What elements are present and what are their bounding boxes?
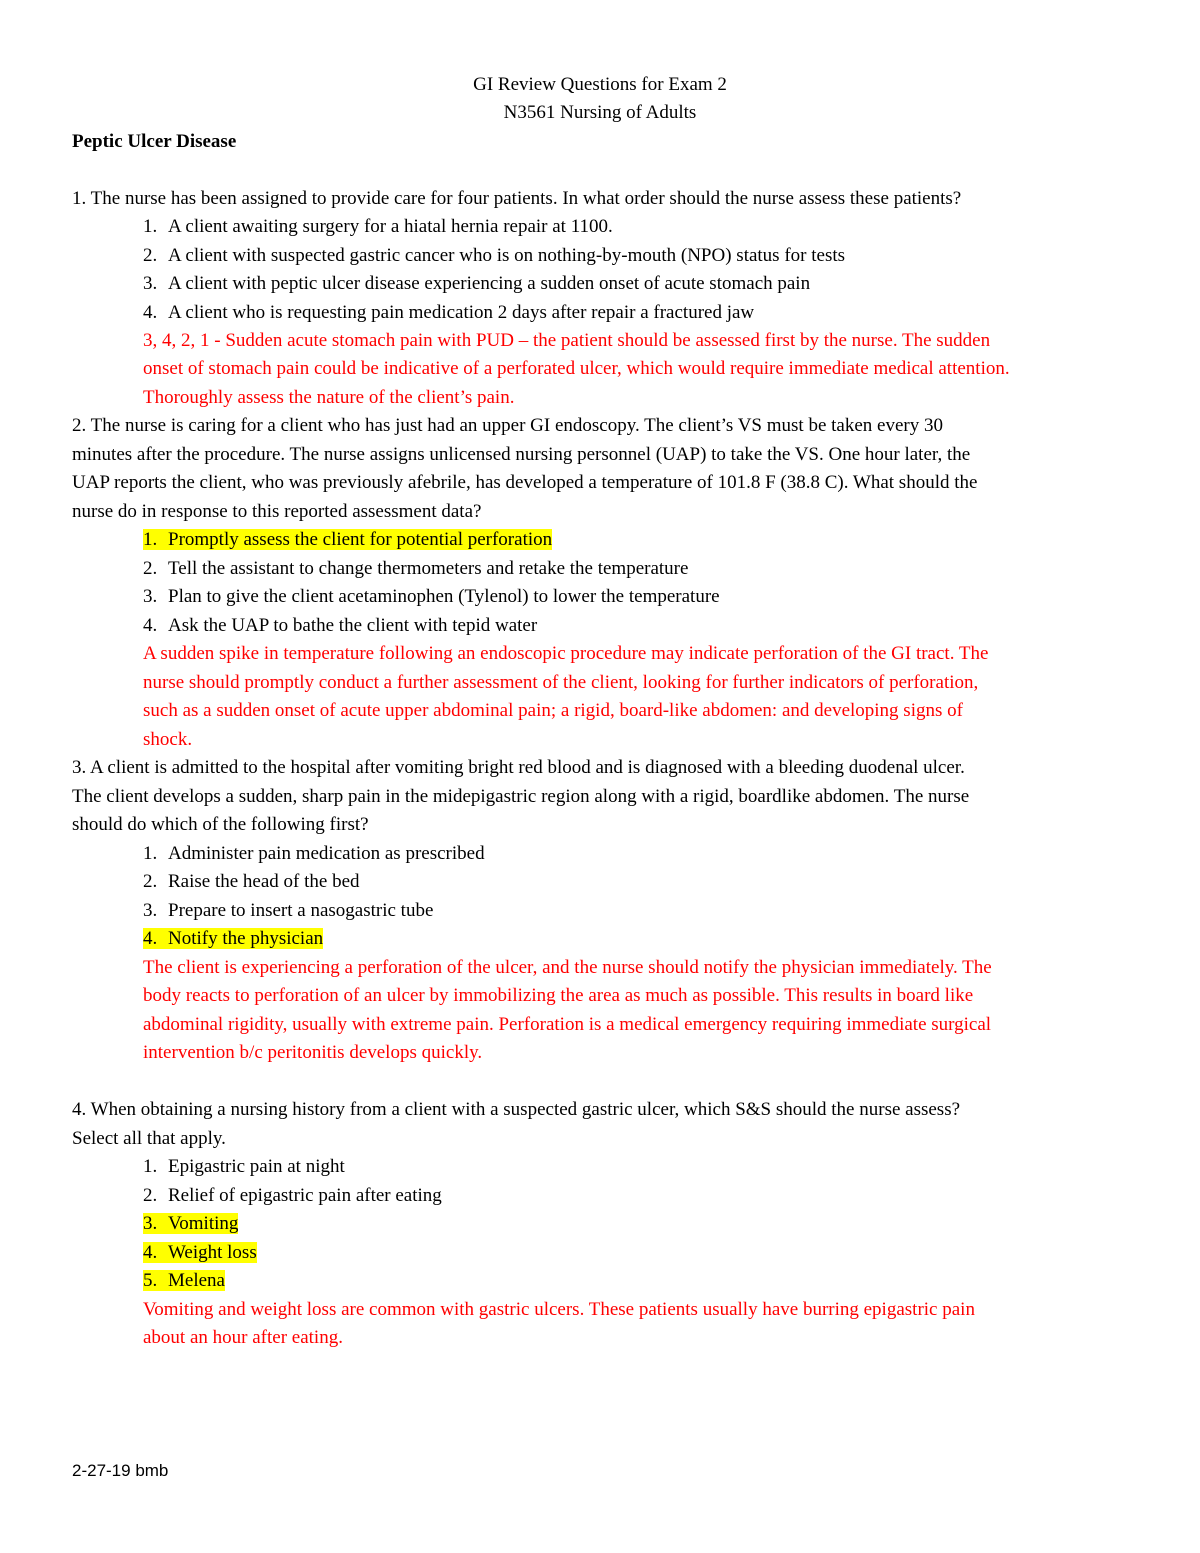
q3-answer-line: intervention b/c peritonitis develops quickly. — [143, 1042, 483, 1063]
q4-option-5-correct: 5. Melena — [143, 1270, 225, 1291]
q2-option-3: 3. Plan to give the client acetaminophen (Tylenol) to lower the temperature — [143, 586, 720, 607]
q1-option-4: 4. A client who is requesting pain medication 2 days after repair a fractured jaw — [143, 302, 755, 323]
q2-answer-line: such as a sudden onset of acute upper abdominal pain; a rigid, board-like abdomen: and developing signs of — [143, 700, 963, 721]
page-footer: 2-27-19 bmb — [72, 1461, 169, 1480]
q2-option-2: 2. Tell the assistant to change thermometers and retake the temperature — [143, 558, 689, 579]
question-4-stem: Select all that apply. — [72, 1128, 226, 1149]
question-1-stem: 1. The nurse has been assigned to provide care for four patients. In what order should the nurse assess these patients? — [72, 188, 962, 209]
q4-option-2: 2. Relief of epigastric pain after eating — [143, 1185, 442, 1206]
q2-option-1-correct: 1. Promptly assess the client for potential perforation — [143, 529, 553, 550]
question-2-stem: minutes after the procedure. The nurse assigns unlicensed nursing personnel (UAP) to take the VS. One hour later, the — [72, 444, 971, 465]
q3-option-1: 1. Administer pain medication as prescribed — [143, 843, 485, 864]
q2-answer-line: A sudden spike in temperature following an endoscopic procedure may indicate perforation of the GI tract. The — [143, 643, 989, 664]
q4-option-1: 1. Epigastric pain at night — [143, 1156, 345, 1177]
q1-option-3: 3. A client with peptic ulcer disease experiencing a sudden onset of acute stomach pain — [143, 273, 811, 294]
q4-option-4-correct: 4. Weight loss — [143, 1242, 257, 1263]
q3-answer-line: The client is experiencing a perforation of the ulcer, and the nurse should notify the physician immediately. The — [143, 957, 992, 978]
q4-answer-line: Vomiting and weight loss are common with gastric ulcers. These patients usually have burring epigastric pain — [143, 1299, 975, 1320]
document-title: GI Review Questions for Exam 2 — [473, 74, 727, 95]
question-4-stem: 4. When obtaining a nursing history from a client with a suspected gastric ulcer, which S&S should the nurse assess? — [72, 1099, 961, 1120]
q1-option-1: 1. A client awaiting surgery for a hiatal hernia repair at 1100. — [143, 216, 613, 237]
q3-option-2: 2. Raise the head of the bed — [143, 871, 360, 892]
question-3-stem: 3. A client is admitted to the hospital after vomiting bright red blood and is diagnosed with a bleeding duodenal ulcer. — [72, 757, 965, 778]
q3-option-4-correct: 4. Notify the physician — [143, 928, 324, 949]
question-3-stem: should do which of the following first? — [72, 814, 369, 835]
q2-answer-line: shock. — [143, 729, 193, 750]
q1-answer-line: 3, 4, 2, 1 - Sudden acute stomach pain with PUD – the patient should be assessed first by the nurse. The sudden — [143, 330, 991, 351]
question-2-stem: nurse do in response to this reported assessment data? — [72, 501, 482, 522]
question-3-stem: The client develops a sudden, sharp pain in the midepigastric region along with a rigid, boardlike abdomen. The nurse — [72, 786, 970, 807]
question-2-stem: 2. The nurse is caring for a client who has just had an upper GI endoscopy. The client’s VS must be taken every 30 — [72, 415, 943, 436]
q3-answer-line: body reacts to perforation of an ulcer by immobilizing the area as much as possible. This results in board like — [143, 985, 974, 1006]
q1-answer-line: onset of stomach pain could be indicative of a perforated ulcer, which would require immediate medical attention. — [143, 358, 1010, 379]
q2-option-4: 4. Ask the UAP to bathe the client with tepid water — [143, 615, 538, 636]
q4-option-3-correct: 3. Vomiting — [143, 1213, 239, 1234]
question-2-stem: UAP reports the client, who was previously afebrile, has developed a temperature of 101.8 F (38.8 C). What should the — [72, 472, 978, 493]
document-subtitle: N3561 Nursing of Adults — [503, 102, 697, 123]
q4-answer-line: about an hour after eating. — [143, 1327, 343, 1348]
q1-option-2: 2. A client with suspected gastric cancer who is on nothing-by-mouth (NPO) status for tests — [143, 245, 846, 266]
q2-answer-line: nurse should promptly conduct a further assessment of the client, looking for further indicators of perforation, — [143, 672, 979, 693]
q3-option-3: 3. Prepare to insert a nasogastric tube — [143, 900, 434, 921]
q1-answer-line: Thoroughly assess the nature of the client’s pain. — [143, 387, 515, 408]
q3-answer-line: abdominal rigidity, usually with extreme pain. Perforation is a medical emergency requiring immediate surgical — [143, 1014, 992, 1035]
section-title: Peptic Ulcer Disease — [72, 131, 237, 152]
